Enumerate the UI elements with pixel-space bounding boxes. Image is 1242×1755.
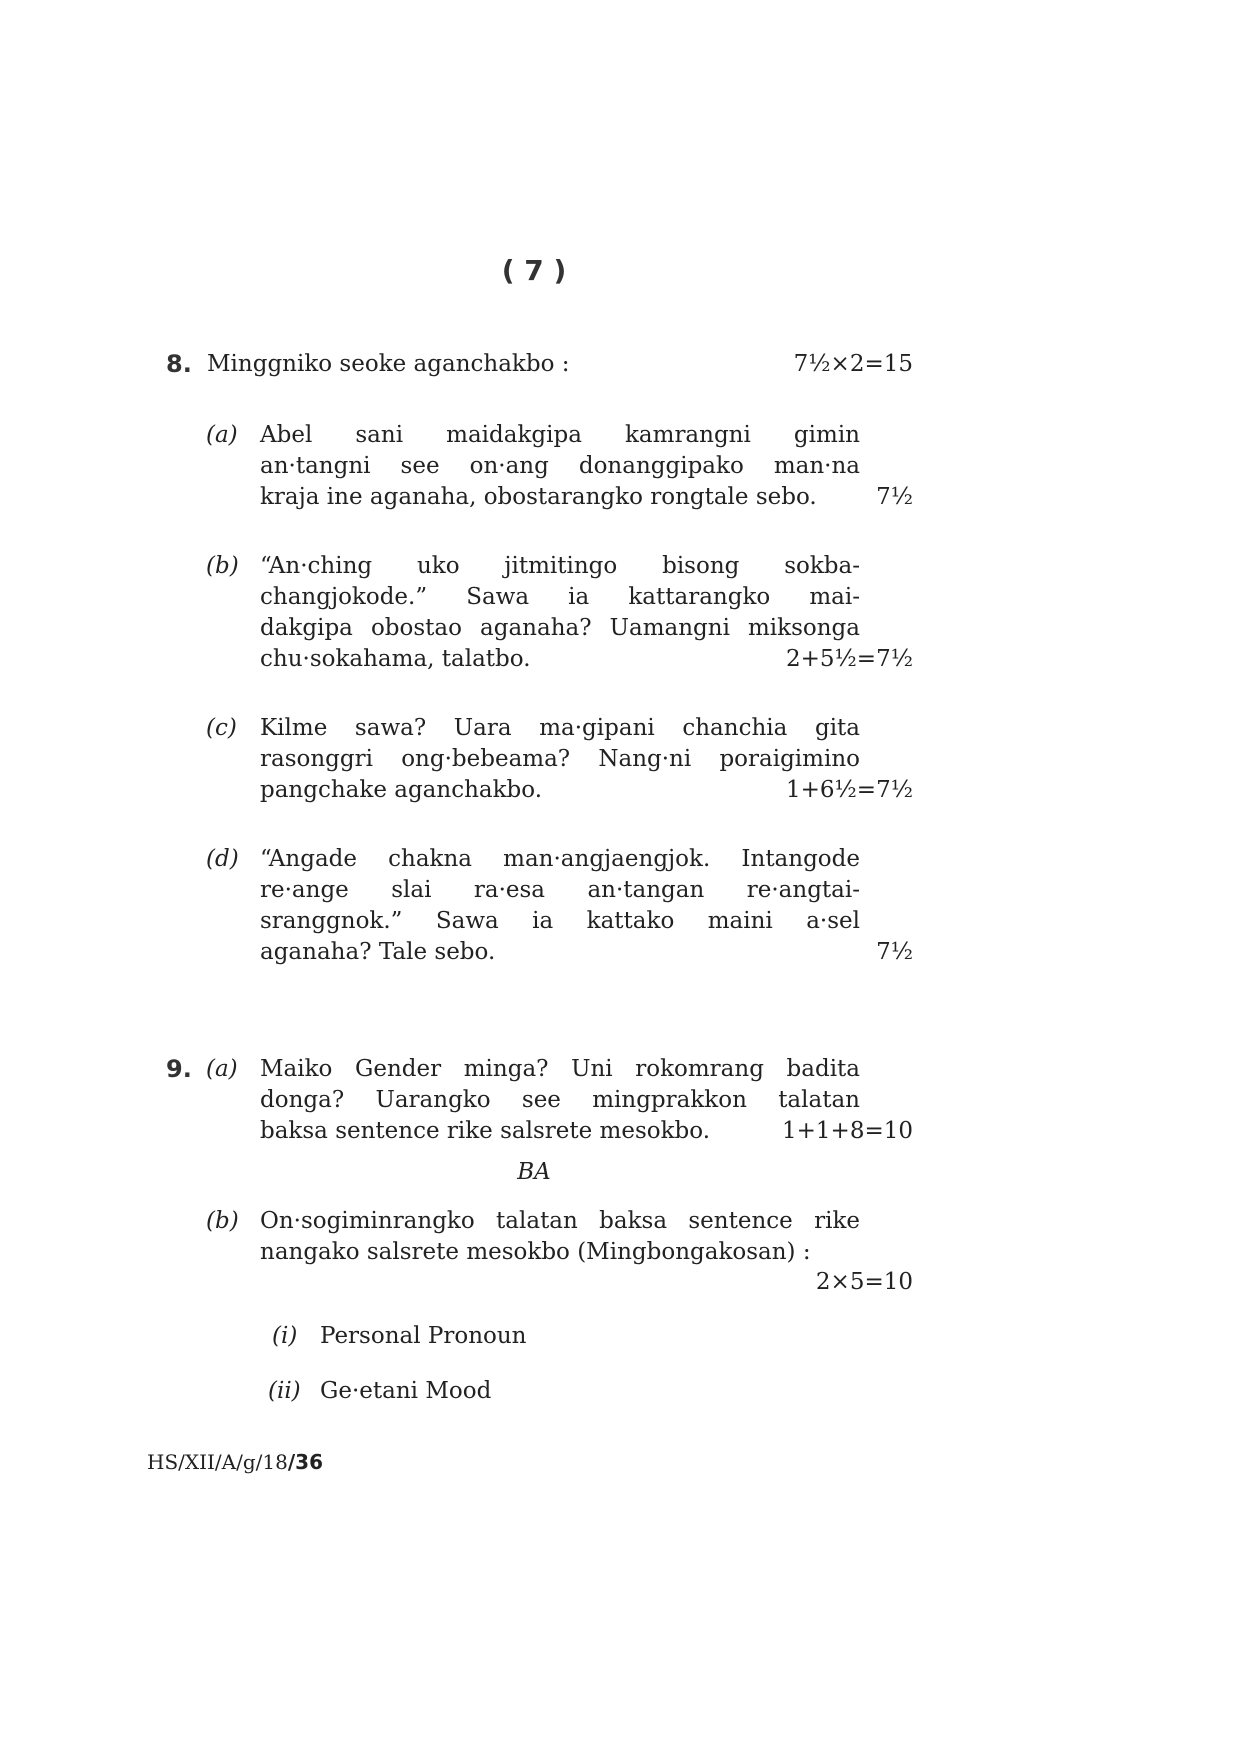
q8-b-marks: 2+5½=7½: [785, 646, 913, 672]
q8-a-label: (a): [206, 422, 238, 448]
q9-a-line-3: baksa sentence rike salsrete mesokbo.: [260, 1118, 711, 1144]
q8-a-line-3: kraja ine aganaha, obostarangko rongtale sebo.: [260, 484, 817, 510]
q9-b-label: (b): [206, 1208, 239, 1234]
or-separator: BA: [517, 1159, 551, 1185]
q8-c-label: (c): [206, 715, 237, 741]
q8-b-line-1: “An·ching uko jitmitingo bisong sokba-: [260, 553, 860, 579]
q8-c-line-1: Kilme sawa? Uara ma·gipani chanchia gita: [260, 715, 860, 741]
footer-code: [147, 1449, 323, 1475]
q8-a-line-2: an·tangni see on·ang donanggipako man·na: [260, 453, 860, 479]
q8-c-line-3: pangchake aganchakbo.: [260, 777, 543, 803]
question-8-number: 8.: [166, 350, 192, 378]
q8-b-line-3: dakgipa obostao aganaha? Uamangni miksonga: [260, 615, 860, 641]
q8-a-line-1: Abel sani maidakgipa kamrangni gimin: [260, 422, 860, 448]
footer-code-suffix: /36: [287, 1450, 323, 1474]
question-9-number: 9.: [166, 1055, 192, 1083]
q8-b-line-2: changjokode.” Sawa ia kattarangko mai-: [260, 584, 860, 610]
q9-a-label: (a): [206, 1056, 238, 1082]
q8-b-label: (b): [206, 553, 239, 579]
q9-a-line-2: donga? Uarangko see mingprakkon talatan: [260, 1087, 860, 1113]
q9-b-line-2: nangako salsrete mesokbo (Mingbongakosan) :: [260, 1239, 811, 1265]
q8-d-line-4: aganaha? Tale sebo.: [260, 939, 496, 965]
q8-a-marks: 7½: [876, 484, 913, 510]
q8-d-label: (d): [206, 846, 239, 872]
page-number: ( 7 ): [501, 254, 567, 287]
q9-b-marks: 2×5=10: [815, 1269, 913, 1295]
footer-code-text: HS/XII/A/g/18: [147, 1450, 288, 1474]
q9-b-item-1-label: (i): [272, 1323, 298, 1349]
question-8-marks: 7½×2=15: [793, 351, 913, 377]
q8-d-line-2: re·ange slai ra·esa an·tangan re·angtai-: [260, 877, 860, 903]
q9-a-line-1: Maiko Gender minga? Uni rokomrang badita: [260, 1056, 860, 1082]
q9-b-item-2-label: (ii): [268, 1378, 301, 1404]
q8-d-line-3: sranggnok.” Sawa ia kattako maini a·sel: [260, 908, 860, 934]
q9-b-line-1: On·sogiminrangko talatan baksa sentence rike: [260, 1208, 860, 1234]
q8-d-marks: 7½: [876, 939, 913, 965]
q8-b-line-4: chu·sokahama, talatbo.: [260, 646, 531, 672]
q9-a-marks: 1+1+8=10: [782, 1118, 913, 1144]
q8-c-marks: 1+6½=7½: [785, 777, 913, 803]
question-8-prompt: Minggniko seoke aganchakbo :: [207, 351, 570, 377]
q9-b-item-1-text: Personal Pronoun: [320, 1323, 527, 1349]
q9-b-item-2-text: Ge·etani Mood: [320, 1378, 492, 1404]
q8-d-line-1: “Angade chakna man·angjaengjok. Intangode: [260, 846, 860, 872]
q8-c-line-2: rasonggri ong·bebeama? Nang·ni poraigimino: [260, 746, 860, 772]
